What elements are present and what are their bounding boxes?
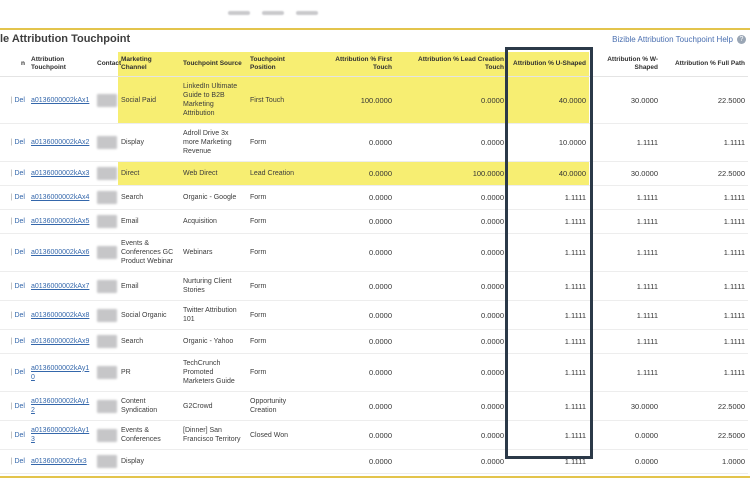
touchpoint-position-cell: Form	[247, 124, 313, 162]
touchpoint-id-link[interactable]: a0136000002vfx3	[31, 458, 87, 465]
full-path-cell: 1.1111	[661, 301, 748, 330]
w-shaped-cell: 30.0000	[589, 162, 661, 186]
touchpoint-id-cell	[28, 186, 94, 210]
redacted-nav-item	[262, 11, 284, 15]
table-row	[0, 330, 748, 354]
touchpoint-id-cell	[28, 392, 94, 421]
redacted-contact	[97, 136, 117, 149]
contact-cell	[94, 301, 118, 330]
marketing-channel-cell: Display	[118, 450, 180, 474]
lead-creation-cell: 0.0000	[395, 450, 507, 474]
touchpoint-id-link[interactable]: a0136000002kAy12	[31, 398, 90, 414]
touchpoint-id-cell	[28, 234, 94, 272]
u-shaped-cell: 1.1111	[507, 330, 589, 354]
first-touch-cell: 0.0000	[313, 301, 395, 330]
touchpoint-id-cell	[28, 421, 94, 450]
touchpoint-position-cell: Form	[247, 186, 313, 210]
first-touch-cell: 0.0000	[313, 450, 395, 474]
action-cell	[0, 234, 28, 272]
touchpoint-position-cell: Closed Won	[247, 421, 313, 450]
action-separator: |	[10, 139, 13, 146]
delete-link[interactable]: Del	[14, 402, 25, 410]
touchpoint-id-link[interactable]: a0136000002kAx8	[31, 311, 90, 319]
action-separator: |	[10, 249, 13, 256]
w-shaped-cell: 1.1111	[589, 186, 661, 210]
touchpoint-source-cell: Webinars	[180, 234, 247, 272]
first-touch-cell: 100.0000	[313, 77, 395, 124]
column-header-first-touch: Attribution % First Touch	[313, 52, 395, 77]
u-shaped-cell: 1.1111	[507, 354, 589, 392]
delete-link[interactable]: Del	[14, 249, 25, 256]
table-row	[0, 77, 748, 124]
w-shaped-cell: 30.0000	[589, 392, 661, 421]
full-path-cell: 22.5000	[661, 421, 748, 450]
touchpoint-position-cell: Form	[247, 234, 313, 272]
marketing-channel-cell: Events & Conferences GC Product Webinar	[118, 234, 180, 272]
touchpoint-id-cell	[28, 450, 94, 474]
touchpoint-id-cell	[28, 330, 94, 354]
contact-cell	[94, 421, 118, 450]
redacted-contact	[97, 455, 117, 468]
marketing-channel-cell: Display	[118, 124, 180, 162]
u-shaped-cell: 1.1111	[507, 234, 589, 272]
u-shaped-cell: 40.0000	[507, 162, 589, 186]
w-shaped-cell: 1.1111	[589, 124, 661, 162]
marketing-channel-cell: Direct	[118, 162, 180, 186]
table-row	[0, 450, 748, 474]
marketing-channel-cell: PR	[118, 354, 180, 392]
touchpoint-position-cell: Opportunity Creation	[247, 392, 313, 421]
u-shaped-cell: 1.1111	[507, 186, 589, 210]
touchpoint-position-cell: Form	[247, 354, 313, 392]
delete-link[interactable]: Del	[14, 338, 25, 345]
first-touch-cell: 0.0000	[313, 162, 395, 186]
contact-cell	[94, 392, 118, 421]
w-shaped-cell: 1.1111	[589, 234, 661, 272]
w-shaped-cell: 1.1111	[589, 330, 661, 354]
full-path-cell: 22.5000	[661, 77, 748, 124]
attribution-touchpoint-table	[0, 52, 748, 474]
lead-creation-cell: 0.0000	[395, 210, 507, 234]
touchpoint-position-cell: Form	[247, 330, 313, 354]
full-path-cell: 22.5000	[661, 162, 748, 186]
u-shaped-cell: 10.0000	[507, 124, 589, 162]
full-path-cell: 1.1111	[661, 354, 748, 392]
redacted-nav-item	[228, 11, 250, 15]
delete-link[interactable]: Del	[14, 282, 25, 290]
contact-cell	[94, 234, 118, 272]
top-accent-rule	[0, 28, 750, 30]
delete-link[interactable]: Del	[14, 431, 25, 439]
w-shaped-cell: 1.1111	[589, 354, 661, 392]
marketing-channel-cell: Search	[118, 330, 180, 354]
touchpoint-source-cell: TechCrunch Promoted Marketers Guide	[180, 354, 247, 392]
lead-creation-cell: 0.0000	[395, 330, 507, 354]
action-cell	[0, 421, 28, 450]
action-cell	[0, 162, 28, 186]
u-shaped-cell: 1.1111	[507, 301, 589, 330]
redacted-contact	[97, 429, 117, 442]
full-path-cell: 1.1111	[661, 210, 748, 234]
page-header	[0, 33, 750, 49]
redacted-contact	[97, 167, 117, 180]
lead-creation-cell: 0.0000	[395, 301, 507, 330]
contact-cell	[94, 272, 118, 301]
touchpoint-source-cell: Organic - Google	[180, 186, 247, 210]
touchpoint-source-cell	[180, 450, 247, 474]
marketing-channel-cell: Search	[118, 186, 180, 210]
touchpoint-id-cell	[28, 272, 94, 301]
w-shaped-cell: 0.0000	[589, 450, 661, 474]
contact-cell	[94, 162, 118, 186]
touchpoint-id-link[interactable]: a0136000002kAy10	[31, 364, 90, 381]
touchpoint-source-cell: Web Direct	[180, 162, 247, 186]
table-row	[0, 186, 748, 210]
u-shaped-cell: 40.0000	[507, 77, 589, 124]
table-row	[0, 392, 748, 421]
column-header-attribution-touchpoint: Attribution Touchpoint	[28, 52, 94, 77]
marketing-channel-cell: Social Organic	[118, 301, 180, 330]
action-separator: |	[10, 194, 13, 201]
touchpoint-id-cell	[28, 124, 94, 162]
column-header-u-shaped: Attribution % U-Shaped	[507, 52, 589, 77]
first-touch-cell: 0.0000	[313, 186, 395, 210]
u-shaped-cell: 1.1111	[507, 272, 589, 301]
table-row	[0, 272, 748, 301]
w-shaped-cell: 1.1111	[589, 210, 661, 234]
action-cell	[0, 450, 28, 474]
table-row	[0, 210, 748, 234]
action-cell	[0, 77, 28, 124]
full-path-cell: 1.1111	[661, 234, 748, 272]
bottom-accent-rule	[0, 476, 750, 478]
first-touch-cell: 0.0000	[313, 421, 395, 450]
contact-cell	[94, 450, 118, 474]
lead-creation-cell: 0.0000	[395, 421, 507, 450]
full-path-cell: 1.1111	[661, 186, 748, 210]
redacted-contact	[97, 335, 117, 348]
contact-cell	[94, 186, 118, 210]
touchpoint-id-link[interactable]: a0136000002kAx6	[31, 249, 90, 256]
action-separator: |	[10, 218, 13, 225]
touchpoint-position-cell: Form	[247, 301, 313, 330]
table-row	[0, 354, 748, 392]
redacted-nav-item	[296, 11, 318, 15]
touchpoint-id-link[interactable]: a0136000002kAx9	[31, 338, 90, 345]
first-touch-cell: 0.0000	[313, 210, 395, 234]
action-cell	[0, 272, 28, 301]
redacted-contact	[97, 280, 117, 293]
touchpoint-source-cell: Organic - Yahoo	[180, 330, 247, 354]
marketing-channel-cell: Email	[118, 272, 180, 301]
u-shaped-cell: 1.1111	[507, 392, 589, 421]
full-path-cell: 1.1111	[661, 272, 748, 301]
touchpoint-position-cell: Form	[247, 210, 313, 234]
redacted-contact	[97, 366, 117, 379]
delete-link[interactable]: Del	[14, 311, 25, 319]
column-header-lead-creation-touch: Attribution % Lead Creation Touch	[395, 52, 507, 77]
redacted-top-nav	[228, 11, 318, 15]
lead-creation-cell: 0.0000	[395, 186, 507, 210]
first-touch-cell: 0.0000	[313, 234, 395, 272]
lead-creation-cell: 100.0000	[395, 162, 507, 186]
touchpoint-position-cell: First Touch	[247, 77, 313, 124]
contact-cell	[94, 354, 118, 392]
w-shaped-cell: 1.1111	[589, 301, 661, 330]
u-shaped-cell: 1.1111	[507, 210, 589, 234]
action-separator: |	[10, 369, 13, 376]
marketing-channel-cell: Events & Conferences	[118, 421, 180, 450]
page-title: le Attribution Touchpoint	[0, 33, 131, 45]
action-separator: |	[10, 431, 13, 439]
full-path-cell: 1.1111	[661, 124, 748, 162]
delete-link[interactable]: Del	[14, 139, 25, 146]
touchpoint-id-link[interactable]: a0136000002kAy13	[31, 427, 90, 443]
help-question-icon[interactable]: ?	[737, 35, 746, 44]
u-shaped-cell: 1.1111	[507, 450, 589, 474]
full-path-cell: 1.0000	[661, 450, 748, 474]
touchpoint-position-cell	[247, 450, 313, 474]
action-separator: |	[10, 402, 13, 410]
w-shaped-cell: 0.0000	[589, 421, 661, 450]
redacted-contact	[97, 246, 117, 259]
touchpoint-id-link[interactable]: a0136000002kAx3	[31, 170, 90, 177]
lead-creation-cell: 0.0000	[395, 124, 507, 162]
touchpoint-source-cell: [Dinner] San Francisco Territory	[180, 421, 247, 450]
first-touch-cell: 0.0000	[313, 330, 395, 354]
touchpoint-position-cell: Lead Creation	[247, 162, 313, 186]
first-touch-cell: 0.0000	[313, 124, 395, 162]
redacted-contact	[97, 191, 117, 204]
lead-creation-cell: 0.0000	[395, 392, 507, 421]
table-row	[0, 234, 748, 272]
help-link[interactable]: Bizible Attribution Touchpoint Help	[612, 35, 733, 44]
action-separator: |	[10, 96, 13, 104]
column-header-full-path: Attribution % Full Path	[661, 52, 748, 77]
w-shaped-cell: 1.1111	[589, 272, 661, 301]
touchpoint-id-link[interactable]: a0136000002kAx1	[31, 96, 90, 104]
touchpoint-source-cell: Twitter Attribution 101	[180, 301, 247, 330]
touchpoint-source-cell: Nurturing Client Stories	[180, 272, 247, 301]
action-cell	[0, 392, 28, 421]
contact-cell	[94, 330, 118, 354]
table-row	[0, 301, 748, 330]
action-separator: |	[10, 282, 13, 290]
table-row	[0, 124, 748, 162]
action-cell	[0, 330, 28, 354]
action-separator: |	[10, 458, 13, 465]
touchpoint-id-link[interactable]: a0136000002kAx7	[31, 282, 90, 290]
lead-creation-cell: 0.0000	[395, 354, 507, 392]
redacted-contact	[97, 309, 117, 322]
touchpoint-id-link[interactable]: a0136000002kAx4	[31, 194, 90, 201]
column-header-touchpoint-position: Touchpoint Position	[247, 52, 313, 77]
first-touch-cell: 0.0000	[313, 272, 395, 301]
contact-cell	[94, 210, 118, 234]
touchpoint-source-cell: Acquisition	[180, 210, 247, 234]
first-touch-cell: 0.0000	[313, 354, 395, 392]
delete-link[interactable]: Del	[14, 96, 25, 104]
contact-cell	[94, 77, 118, 124]
column-header-action: n	[0, 52, 28, 77]
action-cell	[0, 301, 28, 330]
action-separator: |	[10, 170, 13, 177]
help-area	[612, 35, 746, 44]
column-header-contact: Contact	[94, 52, 118, 77]
touchpoint-id-cell	[28, 301, 94, 330]
touchpoint-id-link[interactable]: a0136000002kAx2	[31, 139, 90, 146]
redacted-contact	[97, 215, 117, 228]
touchpoint-id-cell	[28, 162, 94, 186]
column-header-marketing-channel: Marketing Channel	[118, 52, 180, 77]
column-header-touchpoint-source: Touchpoint Source	[180, 52, 247, 77]
marketing-channel-cell: Social Paid	[118, 77, 180, 124]
marketing-channel-cell: Content Syndication	[118, 392, 180, 421]
action-separator: |	[10, 338, 13, 345]
touchpoint-source-cell: LinkedIn Ultimate Guide to B2B Marketing Attribution	[180, 77, 247, 124]
action-cell	[0, 354, 28, 392]
redacted-contact	[97, 400, 117, 413]
redacted-contact	[97, 94, 117, 107]
touchpoint-id-cell	[28, 77, 94, 124]
lead-creation-cell: 0.0000	[395, 234, 507, 272]
column-header-w-shaped: Attribution % W-Shaped	[589, 52, 661, 77]
lead-creation-cell: 0.0000	[395, 77, 507, 124]
action-cell	[0, 124, 28, 162]
touchpoint-source-cell: G2Crowd	[180, 392, 247, 421]
w-shaped-cell: 30.0000	[589, 77, 661, 124]
touchpoint-position-cell: Form	[247, 272, 313, 301]
full-path-cell: 1.1111	[661, 330, 748, 354]
touchpoint-id-cell	[28, 210, 94, 234]
delete-link[interactable]: Del	[14, 218, 25, 225]
lead-creation-cell: 0.0000	[395, 272, 507, 301]
action-cell	[0, 186, 28, 210]
touchpoint-id-link[interactable]: a0136000002kAx5	[31, 218, 90, 225]
action-cell	[0, 210, 28, 234]
u-shaped-cell: 1.1111	[507, 421, 589, 450]
table-header-row	[0, 52, 748, 77]
table-row	[0, 421, 748, 450]
table-row	[0, 162, 748, 186]
full-path-cell: 22.5000	[661, 392, 748, 421]
touchpoint-id-cell	[28, 354, 94, 392]
marketing-channel-cell: Email	[118, 210, 180, 234]
delete-link[interactable]: Del	[14, 194, 25, 201]
delete-link[interactable]: Del	[14, 458, 25, 465]
table-body	[0, 77, 748, 474]
touchpoint-source-cell: Adroll Drive 3x more Marketing Revenue	[180, 124, 247, 162]
action-separator: |	[10, 311, 13, 319]
contact-cell	[94, 124, 118, 162]
delete-link[interactable]: Del	[14, 369, 25, 376]
delete-link[interactable]: Del	[14, 170, 25, 177]
first-touch-cell: 0.0000	[313, 392, 395, 421]
